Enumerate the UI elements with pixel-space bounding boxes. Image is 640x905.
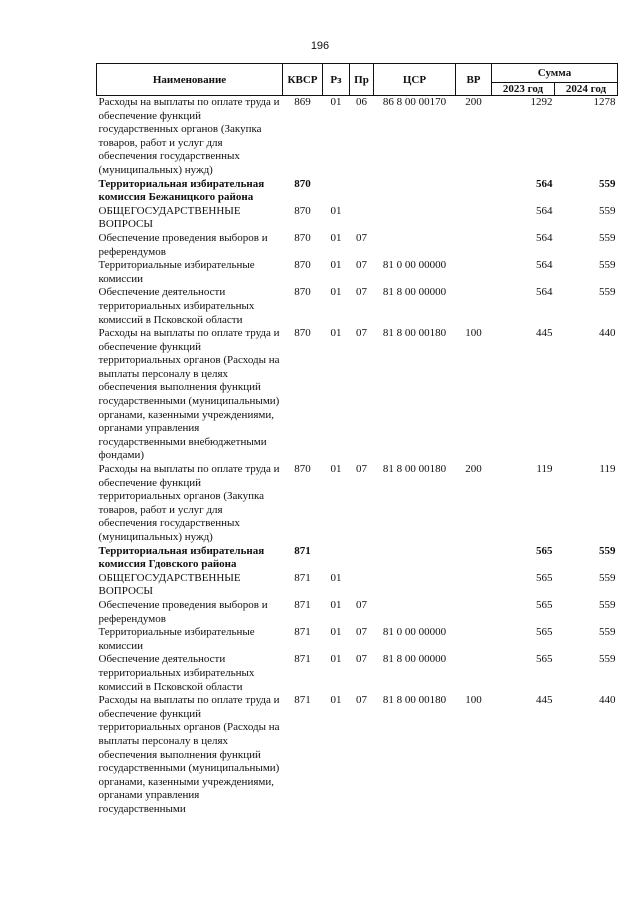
row-sum-2023: 445 xyxy=(536,327,553,340)
row-csr: 81 8 00 00180 xyxy=(382,694,447,707)
table-row xyxy=(97,463,618,545)
row-kvsr: 870 xyxy=(294,327,311,340)
row-kvsr: 871 xyxy=(294,571,311,584)
table-row xyxy=(97,178,618,205)
row-sum-2024: 559 xyxy=(599,286,616,299)
row-name: Обеспечение проведения выборов и референдумов xyxy=(98,231,268,258)
row-name: Территориальные избирательные комиссии xyxy=(98,259,255,285)
row-kvsr: 870 xyxy=(294,259,311,272)
row-name: Обеспечение проведения выборов и референдумов xyxy=(98,598,268,625)
row-pr xyxy=(350,572,374,599)
row-name: Территориальные избирательные комиссии xyxy=(98,626,255,652)
table-row xyxy=(97,545,618,572)
row-rz xyxy=(323,545,350,572)
row-kvsr: 869 xyxy=(294,96,311,108)
row-csr xyxy=(374,572,456,599)
row-sum-2024: 559 xyxy=(599,544,616,557)
row-rz: 01 xyxy=(330,463,342,476)
row-sum-2023: 445 xyxy=(536,694,553,707)
row-sum-2023: 564 xyxy=(536,204,553,217)
row-sum-2024: 559 xyxy=(599,231,616,244)
row-name: Расходы на выплаты по оплате труда и обеспечение функций территориальных органов (Расходы на выплаты персоналу в целях обеспечения выполнения функций государственными (муниципальными) органами, казенными учреждениями, органами управления государственными внебюджетными фондами) xyxy=(98,327,280,462)
row-kvsr: 871 xyxy=(294,544,311,557)
row-pr: 07 xyxy=(356,694,367,707)
row-rz: 01 xyxy=(330,96,342,108)
header-csr: ЦСР xyxy=(374,64,456,96)
row-pr: 07 xyxy=(356,653,367,666)
row-pr: 07 xyxy=(356,231,367,244)
row-sum-2023: 564 xyxy=(536,231,553,244)
row-kvsr: 870 xyxy=(294,177,311,190)
row-pr xyxy=(350,205,374,232)
row-kvsr: 871 xyxy=(294,626,311,639)
header-kvsr: КВСР xyxy=(283,64,323,96)
row-rz: 01 xyxy=(330,598,342,611)
row-name: ОБЩЕГОСУДАРСТВЕННЫЕ ВОПРОСЫ xyxy=(98,571,241,598)
row-sum-2024: 1278 xyxy=(593,96,616,108)
row-csr: 81 0 00 00000 xyxy=(382,259,447,272)
row-sum-2024: 559 xyxy=(599,259,616,272)
header-rz: Рз xyxy=(323,64,350,96)
table-row xyxy=(97,599,618,626)
row-pr xyxy=(350,545,374,572)
row-sum-2023: 564 xyxy=(536,286,553,299)
row-kvsr: 870 xyxy=(294,204,311,217)
header-year-2024: 2024 год xyxy=(555,83,618,96)
row-pr: 07 xyxy=(356,598,367,611)
row-csr xyxy=(374,205,456,232)
row-name: Обеспечение деятельности территориальных избирательных комиссий в Псковской области xyxy=(98,286,255,326)
row-sum-2023: 565 xyxy=(536,544,553,557)
table-header xyxy=(97,64,618,96)
row-vr: 100 xyxy=(465,327,482,340)
table-row xyxy=(97,653,618,694)
row-sum-2023: 565 xyxy=(536,571,553,584)
row-csr xyxy=(374,232,456,259)
row-pr: 07 xyxy=(356,286,367,299)
row-vr xyxy=(456,572,492,599)
row-pr: 07 xyxy=(356,327,367,340)
row-sum-2023: 564 xyxy=(536,259,553,272)
header-pr: Пр xyxy=(350,64,374,96)
row-csr: 81 8 00 00000 xyxy=(382,286,447,299)
row-sum-2024: 559 xyxy=(599,204,616,217)
row-sum-2024: 440 xyxy=(599,694,616,707)
row-vr xyxy=(456,545,492,572)
row-name: ОБЩЕГОСУДАРСТВЕННЫЕ ВОПРОСЫ xyxy=(98,204,241,231)
row-kvsr: 871 xyxy=(294,598,311,611)
row-kvsr: 870 xyxy=(294,231,311,244)
row-pr xyxy=(350,178,374,205)
row-pr: 06 xyxy=(356,96,367,108)
row-sum-2023: 565 xyxy=(536,653,553,666)
row-rz: 01 xyxy=(330,286,342,299)
row-sum-2024: 559 xyxy=(599,177,616,190)
row-rz: 01 xyxy=(330,231,342,244)
row-kvsr: 871 xyxy=(294,694,311,707)
table-row xyxy=(97,694,618,816)
header-year-2023: 2023 год xyxy=(492,83,555,96)
table-body xyxy=(97,96,618,817)
row-vr xyxy=(456,259,492,286)
row-vr xyxy=(456,626,492,653)
table-row xyxy=(97,96,618,178)
row-csr: 81 8 00 00180 xyxy=(382,463,447,476)
row-vr xyxy=(456,205,492,232)
row-rz: 01 xyxy=(330,694,342,707)
row-vr xyxy=(456,232,492,259)
row-vr: 200 xyxy=(465,96,482,108)
row-sum-2023: 564 xyxy=(536,177,553,190)
row-vr xyxy=(456,178,492,205)
row-rz: 01 xyxy=(330,571,342,584)
row-sum-2023: 1292 xyxy=(530,96,553,108)
row-name: Расходы на выплаты по оплате труда и обеспечение функций территориальных органов (Расходы на выплаты персоналу в целях обеспечения выполнения функций государственными (муниципальными) органами, казенными учреждениями, органами управления государственными xyxy=(98,694,280,815)
table-row xyxy=(97,327,618,463)
row-rz: 01 xyxy=(330,259,342,272)
header-name: Наименование xyxy=(97,64,283,96)
page-number: 196 xyxy=(310,40,330,52)
table-row xyxy=(97,205,618,232)
row-sum-2023: 119 xyxy=(536,463,553,476)
row-kvsr: 870 xyxy=(294,286,311,299)
table-row xyxy=(97,626,618,653)
table-row xyxy=(97,232,618,259)
row-vr xyxy=(456,286,492,327)
row-rz: 01 xyxy=(330,626,342,639)
row-name: Территориальная избирательная комиссия Бежаницкого района xyxy=(98,177,265,204)
row-sum-2024: 119 xyxy=(599,463,616,476)
row-name: Территориальная избирательная комиссия Гдовского района xyxy=(98,544,265,571)
row-sum-2024: 559 xyxy=(599,571,616,584)
row-vr: 200 xyxy=(465,463,482,476)
row-pr: 07 xyxy=(356,626,367,639)
header-sum: Сумма xyxy=(492,64,618,83)
row-rz: 01 xyxy=(330,204,342,217)
row-sum-2024: 559 xyxy=(599,626,616,639)
row-name: Расходы на выплаты по оплате труда и обеспечение функций территориальных органов (Закупка товаров, работ и услуг для обеспечения государственных (муниципальных) нужд) xyxy=(98,463,280,543)
row-vr: 100 xyxy=(465,694,482,707)
row-sum-2024: 559 xyxy=(599,653,616,666)
table-row xyxy=(97,259,618,286)
row-vr xyxy=(456,653,492,694)
row-csr: 81 8 00 00000 xyxy=(382,653,447,666)
row-name: Обеспечение деятельности территориальных избирательных комиссий в Псковской области xyxy=(98,653,255,693)
row-sum-2024: 440 xyxy=(599,327,616,340)
row-pr: 07 xyxy=(356,463,367,476)
header-vr: ВР xyxy=(456,64,492,96)
row-sum-2023: 565 xyxy=(536,598,553,611)
row-rz xyxy=(323,178,350,205)
row-csr: 81 0 00 00000 xyxy=(382,626,447,639)
budget-table xyxy=(96,63,618,816)
row-rz: 01 xyxy=(330,327,342,340)
row-rz: 01 xyxy=(330,653,342,666)
row-sum-2024: 559 xyxy=(599,598,616,611)
row-csr xyxy=(374,178,456,205)
table-row xyxy=(97,286,618,327)
row-pr: 07 xyxy=(356,259,367,272)
row-csr xyxy=(374,599,456,626)
row-csr xyxy=(374,545,456,572)
row-vr xyxy=(456,599,492,626)
row-kvsr: 870 xyxy=(294,463,311,476)
table-row xyxy=(97,572,618,599)
row-name: Расходы на выплаты по оплате труда и обеспечение функций государственных органов (Закупка товаров, работ и услуг для обеспечения государственных (муниципальных) нужд) xyxy=(98,96,280,176)
row-csr: 86 8 00 00170 xyxy=(382,96,447,108)
row-sum-2023: 565 xyxy=(536,626,553,639)
row-kvsr: 871 xyxy=(294,653,311,666)
row-csr: 81 8 00 00180 xyxy=(382,327,447,340)
